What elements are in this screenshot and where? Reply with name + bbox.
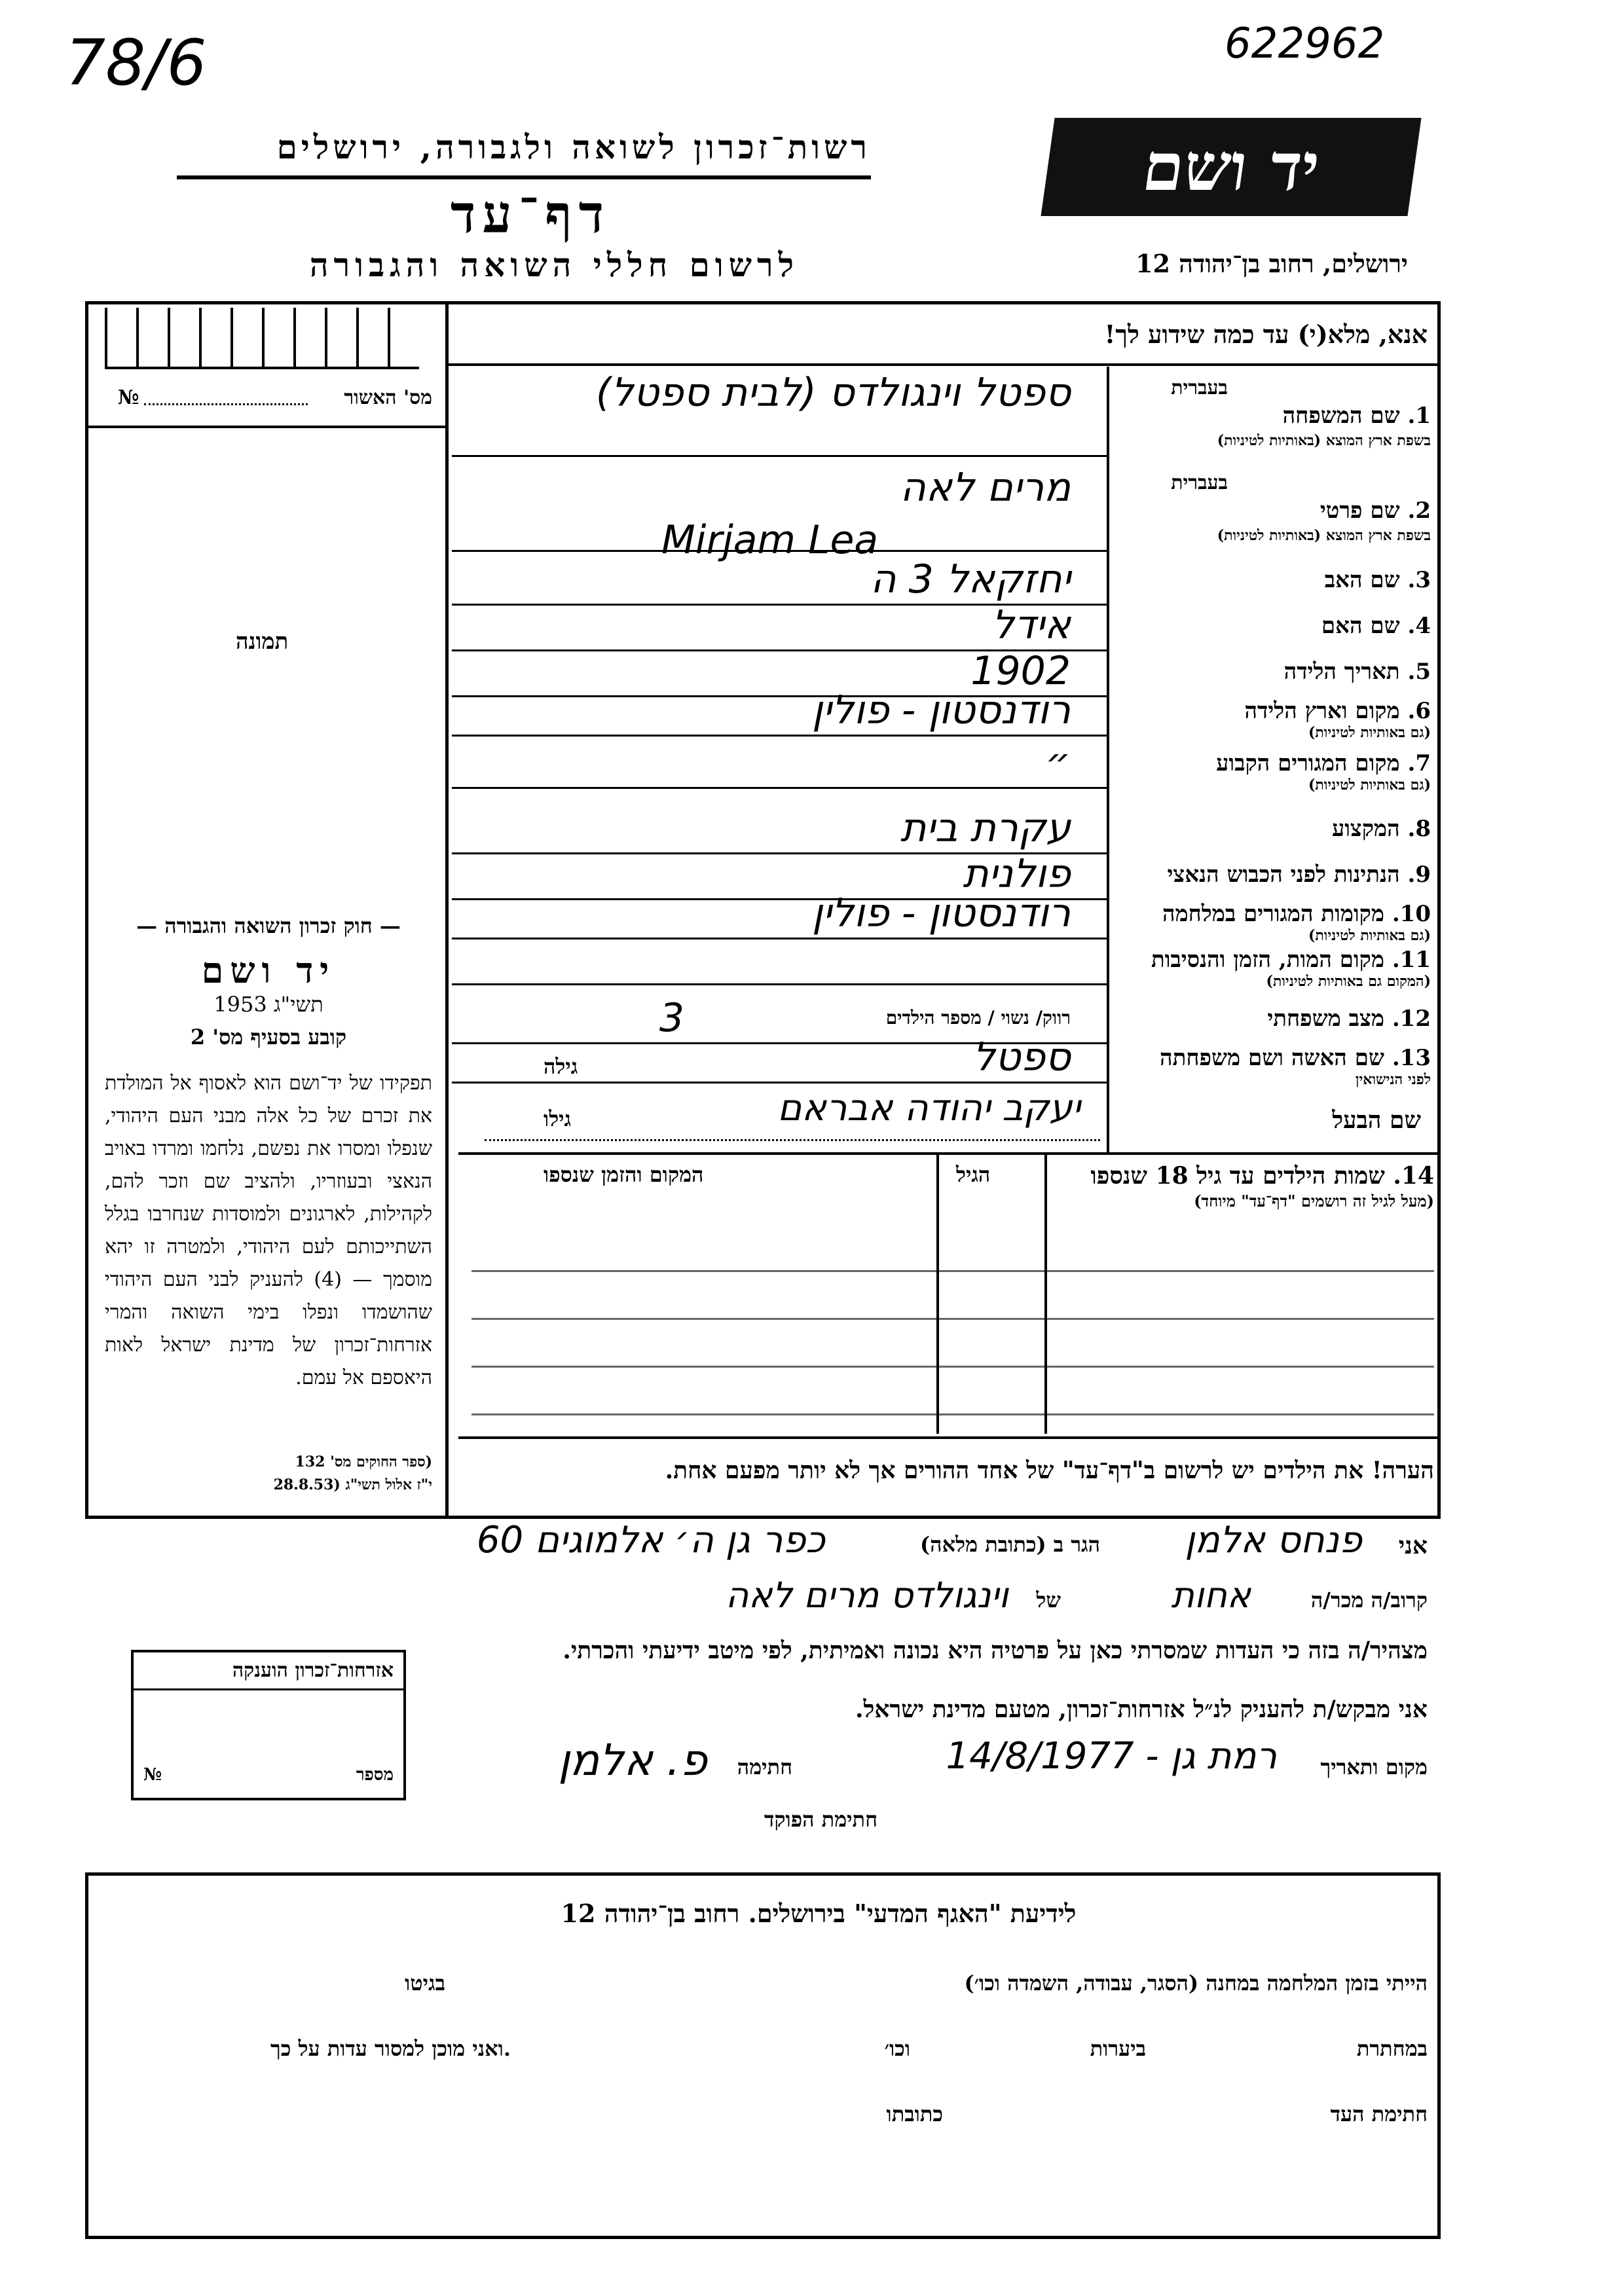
place-date-value: רמת גן - 14/8/1977 xyxy=(946,1735,1277,1777)
yad-vashem-logo xyxy=(1041,118,1421,216)
field-value: 1902 xyxy=(970,648,1071,694)
field-line xyxy=(452,983,1107,985)
field-line xyxy=(452,550,1107,552)
etc-label: וכו׳ xyxy=(884,2036,910,2061)
underground-label: במחתרת xyxy=(1356,2036,1428,2061)
relative-name: וינגולדס מרים לאה xyxy=(725,1575,1008,1616)
field-line xyxy=(452,455,1107,457)
witness-signature-label: חתימת העד xyxy=(1330,2102,1428,2126)
relation-label: קרוב/ה מכר/ה xyxy=(1310,1588,1428,1613)
field-label: 12. מצב משפחתי xyxy=(1267,1006,1431,1032)
husband-value: יעקב יהודה אבראם xyxy=(777,1087,1080,1129)
field-value: פולנית xyxy=(963,851,1071,897)
field-row xyxy=(452,465,1437,563)
signature-value: פ. אלמן xyxy=(558,1735,707,1785)
citizenship-no-label: מספר xyxy=(356,1765,394,1785)
field-value-latin: Mirjam Lea xyxy=(661,517,879,563)
children-place-header: המקום והזמן שנספו xyxy=(544,1162,704,1187)
field-line xyxy=(452,1082,1107,1084)
top-instruction: אנא, מלא(י) עד כמה שידוע לך! xyxy=(1104,319,1428,349)
logo-text: יד ושם xyxy=(1137,128,1325,206)
form-title: דף־עד xyxy=(450,183,611,245)
field-row xyxy=(452,370,1437,449)
document-number: 622962 xyxy=(1225,20,1385,68)
header-address: ירושלים, רחוב בן־יהודה 12 xyxy=(1135,249,1408,278)
field-label: 13. שם האשה ושם משפחתה xyxy=(1160,1045,1431,1071)
field-age-label: גילה xyxy=(544,1054,578,1079)
field-line xyxy=(452,787,1107,789)
law-source: (ספר החוקים מס' 132 xyxy=(295,1453,432,1470)
relation-value: אחות xyxy=(1171,1575,1251,1616)
field-label: 5. תאריך הלידה xyxy=(1283,659,1431,685)
field-value: מרים לאה xyxy=(900,465,1071,511)
field-row xyxy=(452,1034,1437,1093)
footer-line-2 xyxy=(98,2036,1428,2075)
footer-line-1 xyxy=(98,1971,1428,2010)
field-sublabel: (גם באותיות לטיניות) xyxy=(1308,724,1431,741)
forest-label: ביערות xyxy=(1090,2036,1146,2061)
field-sublabel-hebrew: בעברית xyxy=(1171,471,1228,494)
field-label: 6. מקום וארץ הלידה xyxy=(1244,698,1431,724)
husband-line xyxy=(485,1139,1100,1141)
children-age-header: הגיל xyxy=(956,1162,991,1187)
field-value: רודנסטון - פולין xyxy=(811,687,1071,733)
field-label: 4. שם האם xyxy=(1321,613,1431,639)
authority-underline xyxy=(177,175,871,179)
field-row xyxy=(452,740,1437,799)
law-year-hebrew: תשי"ג xyxy=(273,992,323,1017)
law-name: יד ושם xyxy=(201,949,336,991)
camp-label: הייתי בזמן המלחמה במחנה (הסגר, עבודה, השמדה וכו׳) xyxy=(964,1971,1428,1995)
citizenship-title: אזרחות־זכרון הוענקה xyxy=(134,1652,403,1690)
children-label: 14. שמות הילדים עד גיל 18 שנספו xyxy=(1090,1162,1434,1190)
field-value: יחזקאל 3 ה xyxy=(870,556,1071,602)
address-label: הגר ב (כתובת מלאה) xyxy=(920,1532,1100,1557)
law-section: קובע בסעיף מס' 2 xyxy=(190,1025,347,1049)
left-column-divider xyxy=(445,301,449,1519)
citizenship-row xyxy=(143,1765,394,1785)
field-line xyxy=(452,938,1107,939)
approval-boxes xyxy=(105,308,419,369)
declarant-name: פנחס אלמן xyxy=(1185,1519,1362,1561)
testimony-label: ואני מוכן למסור עדות על כך. xyxy=(270,2036,511,2061)
field-sublabel: בשפת ארץ המוצא (באותיות לטיניות) xyxy=(1217,432,1431,449)
signature-label: חתימה xyxy=(737,1755,792,1779)
relative-label: של xyxy=(1036,1588,1061,1613)
approval-dots xyxy=(144,403,308,405)
field-row xyxy=(452,687,1437,746)
citizenship-no: № xyxy=(143,1765,162,1785)
field-label: 9. הנתינות לפני הכבוש הנאצי xyxy=(1167,862,1431,888)
field-value: אידל xyxy=(991,602,1071,648)
witness-address-label: כתובתו xyxy=(886,2102,943,2126)
field-sublabel-hebrew: בעברית xyxy=(1171,376,1228,399)
declaration-prefix: אני xyxy=(1398,1532,1428,1559)
footer-line-3 xyxy=(98,2102,1428,2141)
law-year: 1953 xyxy=(213,992,267,1017)
citizenship-box xyxy=(131,1650,406,1800)
declaration-line-2 xyxy=(406,1575,1428,1627)
field-value: עקרת בית xyxy=(900,805,1071,851)
field-sublabel: (גם באותיות לטיניות) xyxy=(1308,927,1431,944)
place-date-label: מקום ותאריך xyxy=(1320,1755,1428,1779)
ghetto-label: בגיטו xyxy=(405,1971,445,1995)
field-value: ספטל xyxy=(972,1034,1071,1080)
field-sublabel: בשפת ארץ המוצא (באותיות לטיניות) xyxy=(1217,527,1431,544)
top-instruction-line xyxy=(445,363,1441,366)
field-label: 8. המקצוע xyxy=(1331,816,1431,842)
field-value-print: רווק/ נשוי / מספר הילדים xyxy=(885,1007,1071,1029)
children-sublabel: (מעל לגיל זה רושמים "דף־עד" מיוחד) xyxy=(1194,1192,1434,1211)
note-text: הערה! את הילדים יש לרשום ב"דף־עד" של אחד ההורים אך לא יותר מפעם אחת. xyxy=(665,1457,1434,1484)
declarant-address: כפר גן ה׳ אלמוגים 60 xyxy=(476,1519,825,1561)
field-value: רודנסטון - פולין xyxy=(811,890,1071,936)
photo-label: תמונה xyxy=(236,629,289,655)
declaration-line-3 xyxy=(406,1735,1428,1794)
authority-title: רשות־זכרון לשואה ולגבורה, ירושלים xyxy=(276,128,871,166)
field-line xyxy=(452,735,1107,737)
field-label: 1. שם המשפחה xyxy=(1282,403,1431,429)
husband-age-label: גילו xyxy=(544,1106,572,1131)
husband-label: שם הבעל xyxy=(1332,1106,1421,1134)
form-subtitle: לרשום חללי השואה והגבורה xyxy=(309,246,799,284)
declaration-line-1 xyxy=(406,1519,1428,1578)
declaration-statement: מצהיר/ה בזה כי העדות שמסרתי כאן על פרטיה היא נכונה ואמיתית, לפי מיטב ידיעתי והכרתי. xyxy=(563,1637,1428,1664)
field-label: 2. שם פרטי xyxy=(1320,498,1431,524)
field-label: 10. מקומות המגורים במלחמה xyxy=(1162,901,1431,927)
law-title: — חוק זכרון השואה והגבורה — xyxy=(136,913,401,938)
approval-label: מס' האשור xyxy=(344,386,432,409)
field-row xyxy=(452,943,1437,995)
field-row xyxy=(452,890,1437,949)
field-label: 11. מקום המות, הזמן והנסיבות xyxy=(1151,947,1431,973)
field-sublabel: (המקום גם באותיות לטיניות) xyxy=(1266,973,1431,990)
law-body: תפקידו של יד־ושם הוא לאסוף אל המולדת את זכרם של כל אלה מבני העם היהודי, שנפלו ומסרו את נפשם, נלחמו ומרדו באויב הנאצי ובעוזריו, ולהציב שם וזכר להם, לקהילות, לארגונים ולמוסדות שנחרבו בגלל השתייכותם לעם היהודי, ולמטרה זו יהא מוסמך — (4) להעניק לבני העם היהודי שהושמדו ונפלו בימי השואה והמרי אזרחות־זכרון של מדינת ישראל לאות היאספם אל עמם. xyxy=(105,1072,432,1389)
field-label: 3. שם האב xyxy=(1324,567,1431,593)
declaration-request: אני מבקש/ת להעניק לנ״ל אזרחות־זכרון, מטעם מדינת ישראל. xyxy=(855,1696,1428,1723)
children-row-lines xyxy=(471,1224,1434,1421)
officer-signature-label: חתימת הפוקד xyxy=(764,1807,877,1832)
field-sublabel: לפני הנישואין xyxy=(1355,1071,1431,1088)
field-value: 3 xyxy=(659,995,684,1041)
field-label: 7. מקום המגורים הקבוע xyxy=(1216,750,1431,776)
corner-handwritten-number: 78/6 xyxy=(65,26,207,100)
approval-row xyxy=(105,386,432,412)
approval-no: № xyxy=(118,386,139,409)
field-value: ״ xyxy=(1045,740,1071,786)
footer-heading: לידיעת "האגף המדעי" בירושלים. רחוב בן־יהודה 12 xyxy=(561,1899,1077,1928)
law-date: י"ז אלול תשי"ג (28.8.53 xyxy=(273,1476,432,1493)
law-year-row xyxy=(105,992,432,1017)
approval-line xyxy=(85,426,445,428)
field-value: ספטל וינגולדס (לבית ספטל) xyxy=(595,370,1071,416)
field-sublabel: (גם באותיות לטיניות) xyxy=(1308,776,1431,793)
